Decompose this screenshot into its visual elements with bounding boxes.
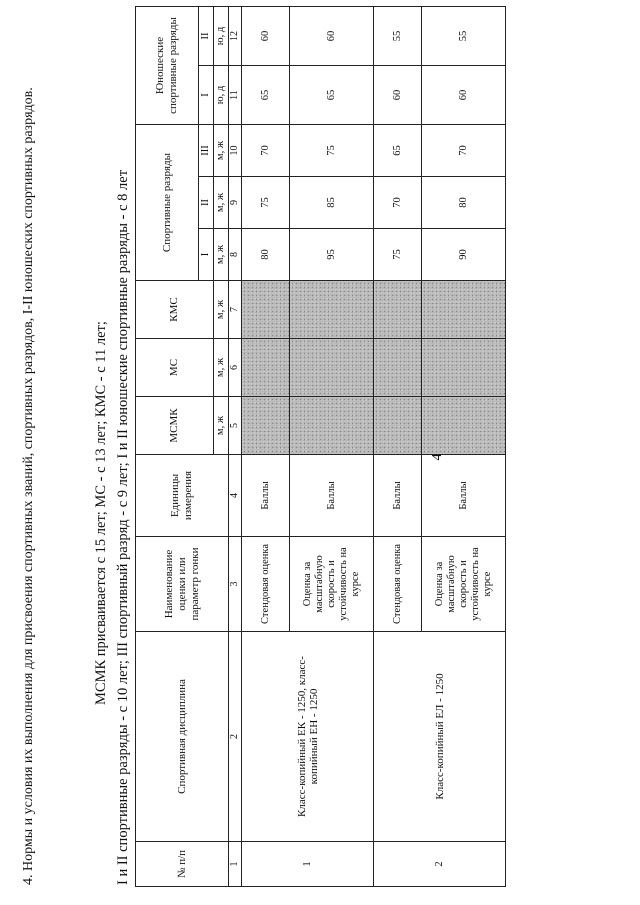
row-discipline: Класс-копийный ЕЛ - 1250 [374, 632, 506, 842]
row-unit: Баллы [290, 455, 374, 537]
header-ms: МС [136, 339, 214, 397]
column-number-row [229, 6, 242, 886]
value-rank-1: 95 [290, 229, 374, 281]
shaded-cell [422, 397, 506, 455]
value-youth-2: 60 [242, 6, 290, 65]
age-note-line2: I и II спортивные разряды - с 10 лет; III спортивный разряд - с 9 лет; I и II юношеские спортивные разряды - с 8 лет [115, 169, 131, 885]
value-youth-2: 55 [374, 6, 422, 65]
value-rank-1: 80 [242, 229, 290, 281]
gender-youth-2: ю, д [214, 6, 229, 65]
row-unit: Баллы [374, 455, 422, 537]
col-number: 5 [229, 397, 242, 455]
value-rank-3: 70 [242, 125, 290, 177]
table-row [242, 6, 290, 886]
col-number: 8 [229, 229, 242, 281]
header-rank-1: I [199, 229, 214, 281]
row-assessment: Оценка за масштабную скорость и устойчивость на курсе [422, 537, 506, 632]
shaded-cell [242, 281, 290, 339]
col-number: 3 [229, 537, 242, 632]
value-rank-3: 70 [422, 125, 506, 177]
col-number: 4 [229, 455, 242, 537]
section-heading: 4. Нормы и условия их выполнения для присвоения спортивных званий, спортивных разрядов, I-II юношеских спортивных разрядов. [21, 87, 36, 885]
value-rank-3: 75 [290, 125, 374, 177]
row-discipline: Класс-копийный ЕК - 1250, класс-копийный ЕН - 1250 [242, 632, 374, 842]
value-youth-1: 65 [290, 66, 374, 125]
col-number: 7 [229, 281, 242, 339]
shaded-cell [290, 397, 374, 455]
value-rank-2: 85 [290, 177, 374, 229]
header-rank-3: III [199, 125, 214, 177]
value-rank-2: 80 [422, 177, 506, 229]
col-number: 2 [229, 632, 242, 842]
row-num: 2 [374, 842, 506, 887]
row-unit: Баллы [422, 455, 506, 537]
shaded-cell [374, 339, 422, 397]
header-kms: КМС [136, 281, 214, 339]
value-youth-2: 60 [290, 6, 374, 65]
value-youth-1: 60 [422, 66, 506, 125]
header-sport-ranks: Спортивные разряды [136, 125, 199, 281]
header-msmk: МСМК [136, 397, 214, 455]
col-number: 6 [229, 339, 242, 397]
col-number: 10 [229, 125, 242, 177]
col-number: 1 [229, 842, 242, 887]
norms-table [135, 6, 506, 887]
shaded-cell [242, 339, 290, 397]
gender-ms: м, ж [214, 339, 229, 397]
gender-rank-3: м, ж [214, 125, 229, 177]
shaded-cell [374, 281, 422, 339]
col-number: 11 [229, 66, 242, 125]
header-rank-2: II [199, 177, 214, 229]
gender-rank-2: м, ж [214, 177, 229, 229]
header-units: Единицы измерения [136, 455, 229, 537]
row-num: 1 [242, 842, 374, 887]
header-youth-ranks: Юношеские спортивные разряды [136, 6, 199, 124]
row-assessment: Стендовая оценка [242, 537, 290, 632]
value-rank-2: 75 [242, 177, 290, 229]
shaded-cell [422, 339, 506, 397]
value-rank-1: 75 [374, 229, 422, 281]
value-youth-2: 55 [422, 6, 506, 65]
gender-youth-1: ю, д [214, 66, 229, 125]
header-discipline: Спортивная дисциплина [136, 632, 229, 842]
age-note-line1: МСМК присваивается с 15 лет; МС - с 13 лет; КМС - с 11 лет; [93, 321, 109, 705]
gender-kms: м, ж [214, 281, 229, 339]
gender-rank-1: м, ж [214, 229, 229, 281]
header-num: № п/п [136, 842, 229, 887]
value-rank-1: 90 [422, 229, 506, 281]
shaded-cell [290, 281, 374, 339]
value-youth-1: 60 [374, 66, 422, 125]
shaded-cell [290, 339, 374, 397]
gender-msmk: м, ж [214, 397, 229, 455]
row-assessment: Оценка за масштабную скорость и устойчивость на курсе [290, 537, 374, 632]
row-assessment: Стендовая оценка [374, 537, 422, 632]
value-rank-2: 70 [374, 177, 422, 229]
value-rank-3: 65 [374, 125, 422, 177]
header-youth-2: II [199, 6, 214, 65]
value-youth-1: 65 [242, 66, 290, 125]
header-assessment: Наименование оценки или параметр гонки [136, 537, 229, 632]
row-unit: Баллы [242, 455, 290, 537]
shaded-cell [242, 397, 290, 455]
shaded-cell [422, 281, 506, 339]
table-row [374, 6, 422, 886]
col-number: 12 [229, 6, 242, 65]
header-youth-1: I [199, 66, 214, 125]
col-number: 9 [229, 177, 242, 229]
shaded-cell [374, 397, 422, 455]
